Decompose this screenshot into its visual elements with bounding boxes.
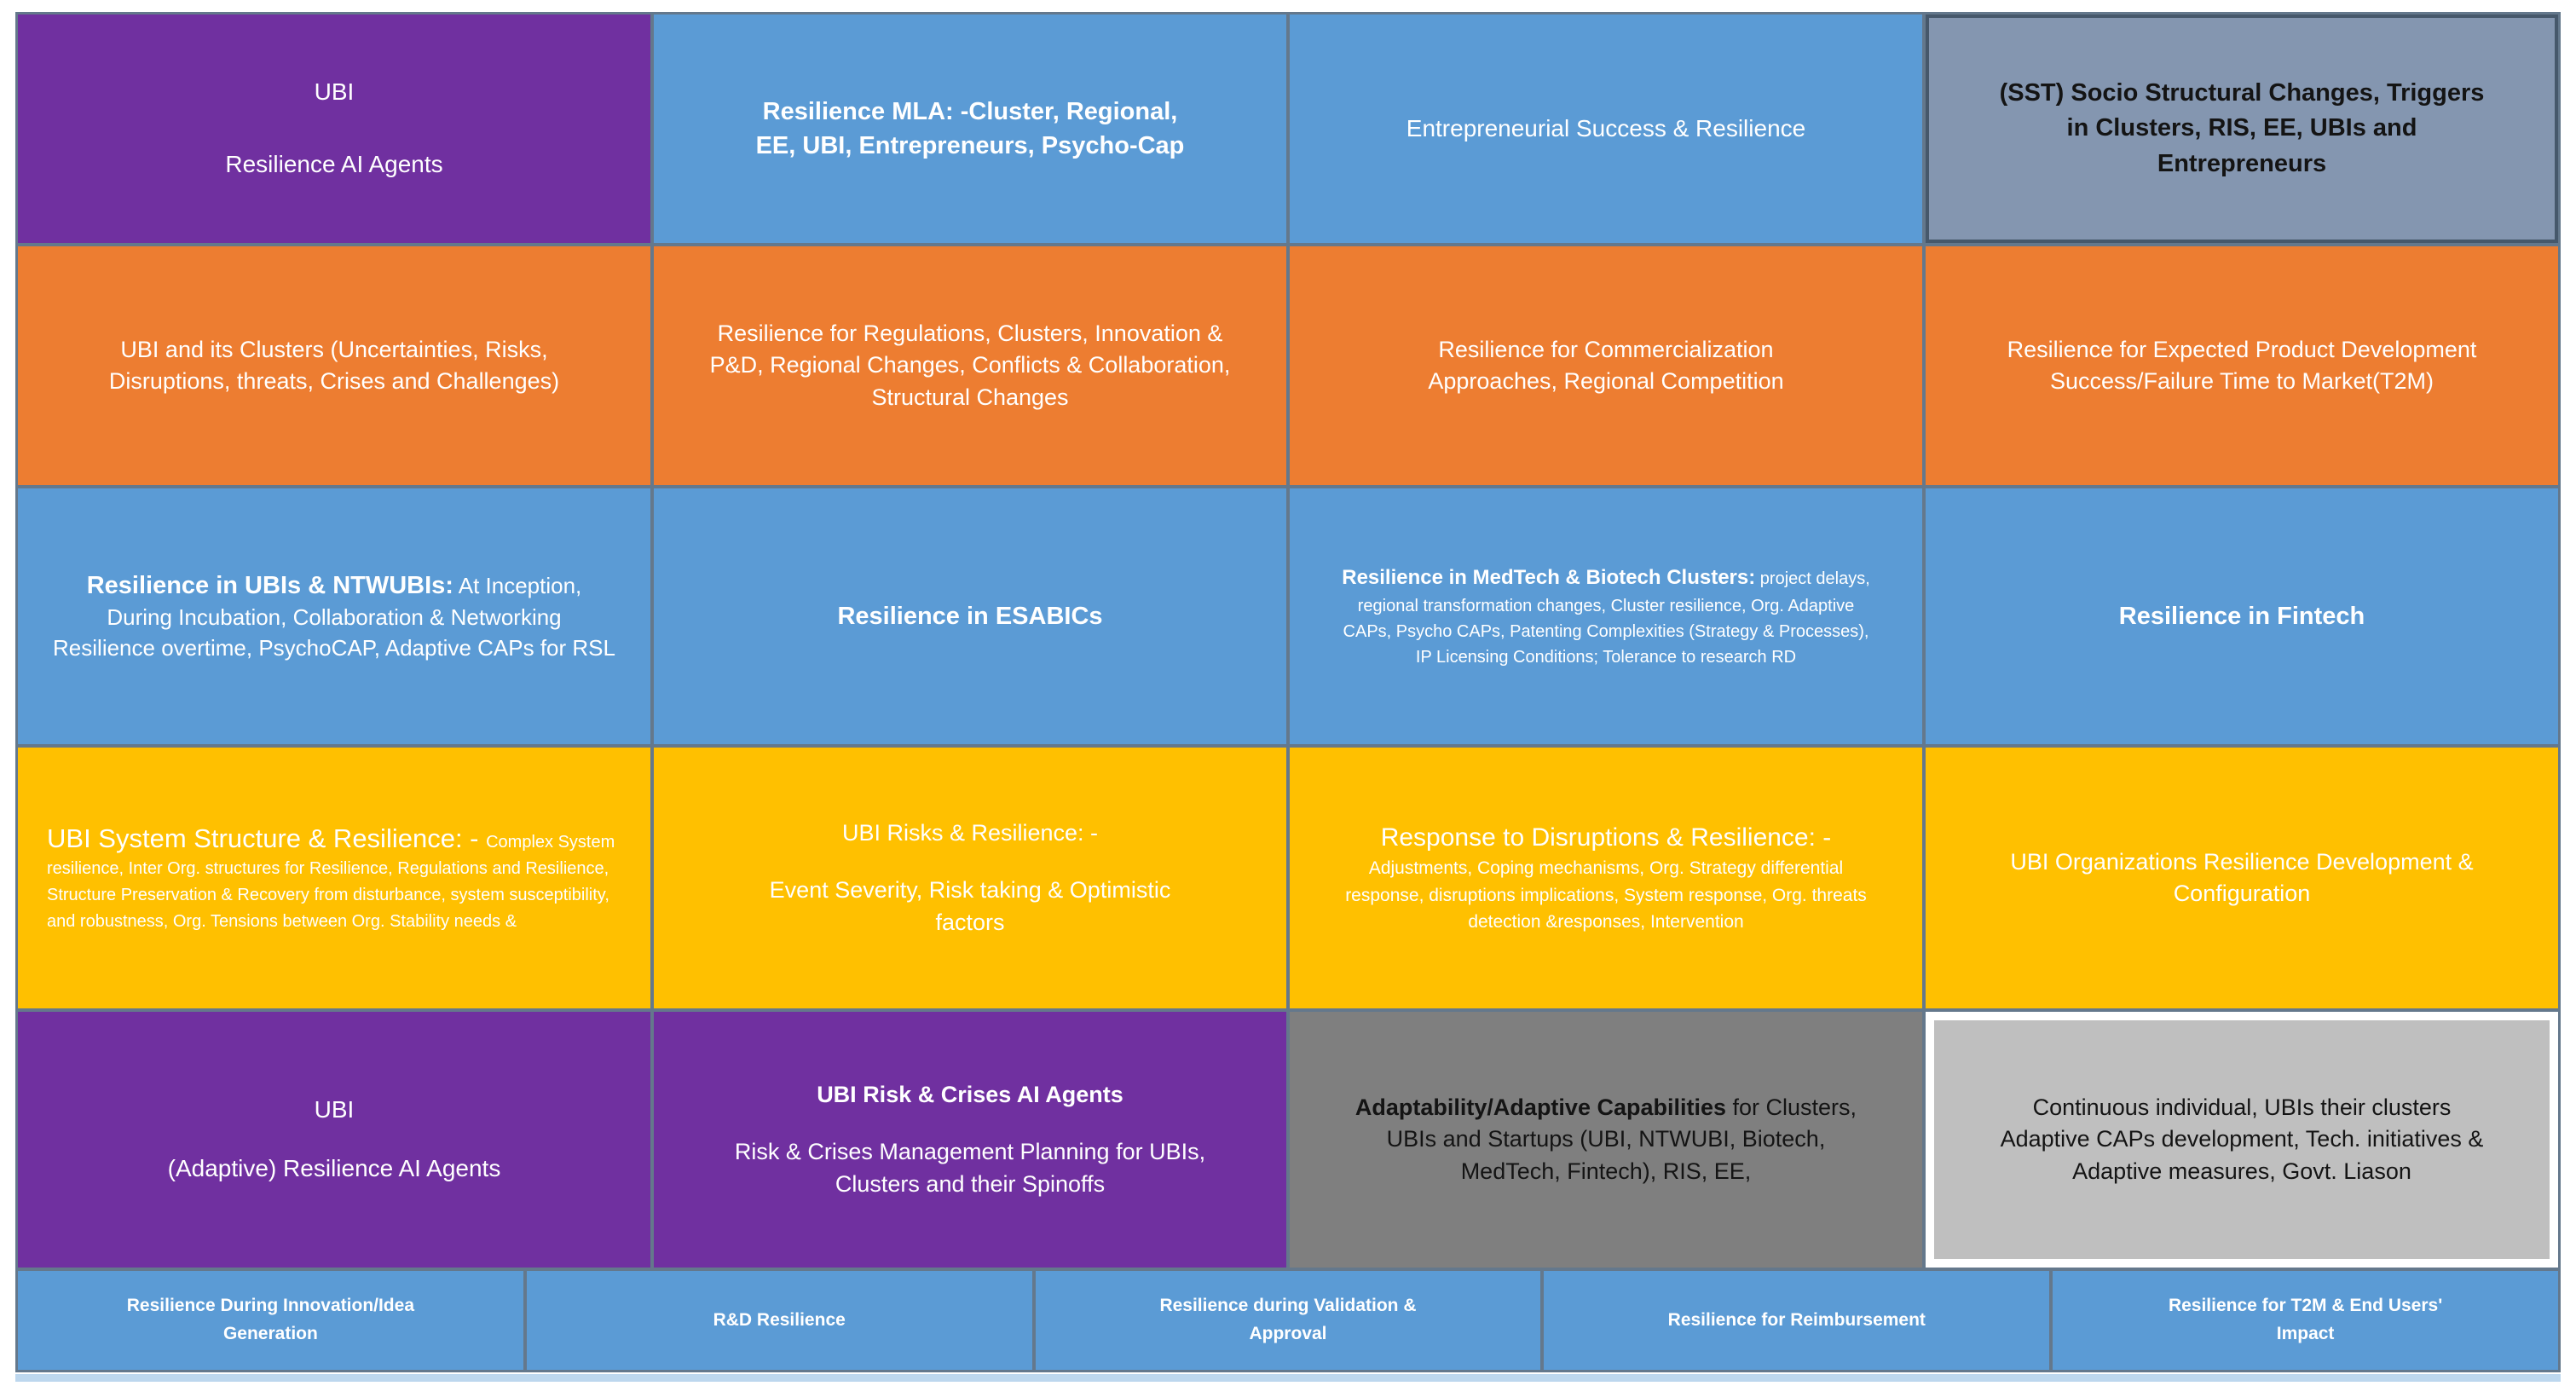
cell-response-to-disruptions-resilience [1290, 748, 1922, 1008]
cell-text [53, 569, 615, 664]
matrix-grid [18, 14, 2558, 1268]
cell-body: project delays, regional transformation changes, Cluster resilience, Org. Adaptive CAPs, Psycho CAPs, Patenting Complexities (Strategy & Processes), IP Licensing Conditions; Tolerance to research RD [1343, 569, 1870, 667]
cell-text: UBI Risks & Resilience: - [841, 820, 1099, 846]
cell-text: Resilience for Expected Product Development Success/Failure Time to Market(T2M) [2007, 336, 2477, 394]
footer-label: Resilience during Validation & Approval [1159, 1296, 1417, 1343]
footer-resilience-validation-approval [1036, 1271, 1541, 1370]
cell-text: Resilience in Fintech [2118, 602, 2365, 630]
cell-adaptability-adaptive-capabilities [1290, 1012, 1922, 1268]
footer-label: R&D Resilience [713, 1309, 846, 1330]
footer-rd-resilience [527, 1271, 1032, 1370]
cell-ubi-adaptive-resilience-ai-agents [18, 1012, 650, 1268]
cell-text: Resilience in ESABICs [837, 602, 1103, 630]
cell-text: Entrepreneurial Success & Resilience [1406, 114, 1806, 141]
cell-body: Complex System resilience, Inter Org. structures for Resilience, Regulations and Resilience, Structure Preservation & Recovery from disturbance, system susceptibility, and robustness, Org. Tensions between Org. Stability needs & [47, 832, 615, 932]
cell-text: UBI and its Clusters (Uncertainties, Risks, Disruptions, threats, Crises and Challenges) [108, 336, 560, 394]
cell-resilience-product-development-t2m [1926, 246, 2558, 485]
cell-heading: Resilience in MedTech & Biotech Clusters: [1342, 566, 1756, 589]
cell-continuous-adaptive-caps-development [1926, 1012, 2558, 1268]
footer-label: Resilience for T2M & End Users' Impact [2168, 1296, 2443, 1343]
cell-ubi-risks-resilience [654, 748, 1286, 1008]
cell-resilience-in-esabics [654, 488, 1286, 744]
bottom-accent-strip [15, 1374, 2561, 1382]
cell-heading: Resilience in UBIs & NTWUBIs: [86, 572, 453, 600]
cell-text [1333, 821, 1879, 936]
footer-label: Resilience for Reimbursement [1667, 1309, 1926, 1330]
cell-heading: Adaptability/Adaptive Capabilities [1354, 1094, 1727, 1121]
cell-resilience-in-fintech [1926, 488, 2558, 744]
resilience-matrix-board [15, 12, 2561, 1372]
cell-ubi-resilience-ai-agents [18, 14, 650, 243]
cell-text: Event Severity, Risk taking & Optimistic factors [769, 877, 1171, 935]
cell-text: UBI [314, 78, 355, 106]
cell-text: Resilience AI Agents [225, 151, 443, 177]
cell-heading: Response to Disruptions & Resilience: - [1380, 823, 1832, 852]
footer-resilience-reimbursement [1544, 1271, 2049, 1370]
cell-text [1337, 1092, 1874, 1187]
cell-text: UBI Organizations Resilience Development & Configuration [2010, 848, 2474, 906]
cell-resilience-in-ubis-ntwubis [18, 488, 650, 744]
cell-resilience-medtech-biotech-clusters [1290, 488, 1922, 744]
cell-text: Resilience for Regulations, Clusters, Innovation & P&D, Regional Changes, Conflicts & Collaboration, Structural Changes [709, 321, 1231, 410]
cell-body: At Inception, During Incubation, Collaboration & Networking Resilience overtime, PsychoCAP, Adaptive CAPs for RSL [53, 573, 615, 661]
cell-heading: UBI System Structure & Resilience: - [47, 823, 487, 853]
cell-text [47, 821, 625, 936]
cell-resilience-for-regulations [654, 246, 1286, 485]
cell-resilience-mla [654, 14, 1286, 243]
cell-ubi-organizations-resilience-development [1926, 748, 2558, 1008]
footer-label: Resilience During Innovation/Idea Generation [126, 1296, 414, 1343]
cell-resilience-for-commercialization [1290, 246, 1922, 485]
cell-text: Resilience MLA: -Cluster, Regional, EE, UBI, Entrepreneurs, Psycho-Cap [755, 97, 1185, 159]
cell-text: UBI [314, 1096, 355, 1123]
cell-text: Resilience for Commercialization Approaches, Regional Competition [1428, 336, 1784, 394]
cell-sst-socio-structural-changes [1926, 14, 2558, 243]
cell-ubi-clusters-uncertainties [18, 246, 650, 485]
cell-text [1342, 563, 1870, 670]
cell-ubi-risk-crises-ai-agents [654, 1012, 1286, 1268]
cell-heading: UBI Risk & Crises AI Agents [817, 1082, 1123, 1108]
phase-footer-row [18, 1271, 2558, 1370]
cell-entrepreneurial-success-resilience [1290, 14, 1922, 243]
cell-body: Adjustments, Coping mechanisms, Org. Strategy differential response, disruptions implications, System response, Org. threats detection &responses, Intervention [1345, 858, 1867, 932]
footer-resilience-t2m-end-users-impact [2053, 1271, 2558, 1370]
cell-body: for Clusters, UBIs and Startups (UBI, NTWUBI, Biotech, MedTech, Fintech), RIS, EE, [1386, 1094, 1857, 1184]
footer-resilience-innovation-idea-generation [18, 1271, 523, 1370]
cell-text: (SST) Socio Structural Changes, Triggers in Clusters, RIS, EE, UBIs and Entrepreneurs [1999, 79, 2485, 177]
cell-text: Risk & Crises Management Planning for UBIs, Clusters and their Spinoffs [734, 1139, 1206, 1197]
cell-ubi-system-structure-resilience [18, 748, 650, 1008]
cell-text: (Adaptive) Resilience AI Agents [167, 1155, 501, 1181]
cell-text: Continuous individual, UBIs their clusters Adaptive CAPs development, Tech. initiatives & Adaptive measures, Govt. Liason [2000, 1094, 2484, 1184]
